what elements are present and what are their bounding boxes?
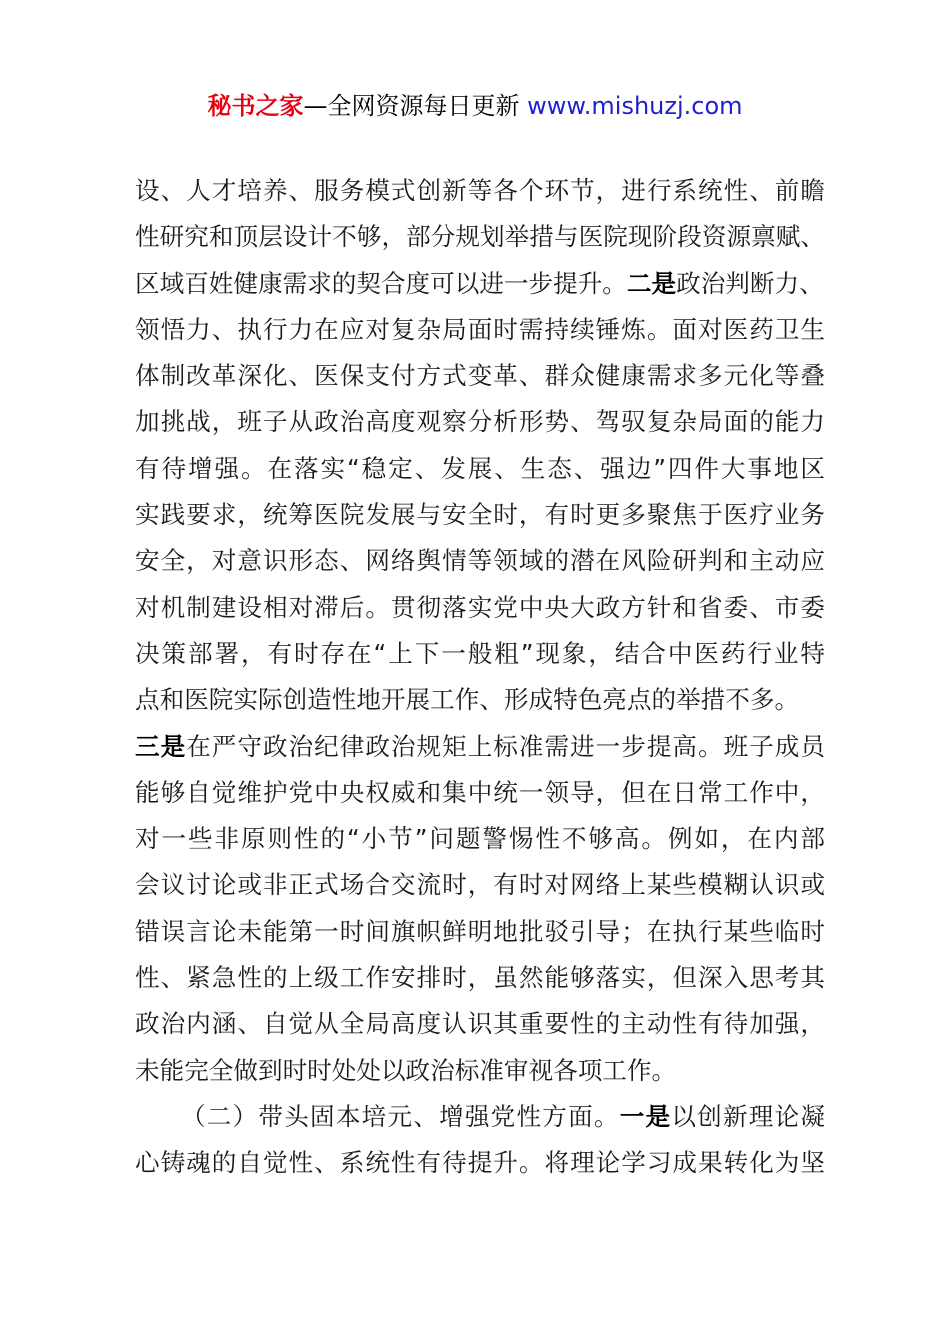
text-line	[135, 492, 825, 538]
text-line	[135, 399, 825, 445]
bold-keyword: 一是	[619, 1101, 672, 1131]
text-line	[135, 1140, 825, 1186]
text-run: 会议讨论或非正式场合交流时，有时对网络上某些模糊认识或	[135, 870, 825, 900]
text-run: 加挑战，班子从政治高度观察分析形势、驾驭复杂局面的能力	[135, 407, 825, 437]
page-header	[0, 86, 950, 126]
text-line	[135, 724, 825, 770]
text-line	[135, 446, 825, 492]
text-run: 政治判断力、	[676, 268, 824, 298]
text-run: 错误言论未能第一时间旗帜鲜明地批驳引导；在执行某些临时	[135, 916, 825, 946]
text-line	[135, 1094, 825, 1140]
text-run: 体制改革深化、医保支付方式变革、群众健康需求多元化等叠	[135, 361, 825, 391]
header-slogan: —全网资源每日更新	[303, 92, 520, 120]
text-line	[135, 816, 825, 862]
document-body	[135, 168, 825, 1187]
text-run: 有待增强。在落实“稳定、发展、生态、强边”四件大事地区	[135, 453, 825, 483]
bold-keyword: 三是	[135, 731, 187, 761]
text-run: 点和医院实际创造性地开展工作、形成特色亮点的举措不多。	[135, 685, 800, 715]
text-line	[135, 909, 825, 955]
text-line	[135, 677, 825, 723]
text-run: 设、人才培养、服务模式创新等各个环节，进行系统性、前瞻	[135, 176, 825, 205]
text-line	[135, 1001, 825, 1047]
text-run: 区域百姓健康需求的契合度可以进一步提升。	[135, 268, 627, 298]
text-line	[135, 214, 825, 260]
text-run: 性研究和顶层设计不够，部分规划举措与医院现阶段资源禀赋、	[135, 222, 825, 252]
text-line	[135, 353, 825, 399]
text-line	[135, 862, 825, 908]
text-run: 政治内涵、自觉从全局高度认识其重要性的主动性有待加强，	[135, 1009, 825, 1039]
text-line	[135, 168, 825, 214]
header-url-link[interactable]: www.mishuzj.com	[519, 92, 743, 120]
text-run: 心铸魂的自觉性、系统性有待提升。将理论学习成果转化为坚	[135, 1148, 825, 1178]
text-line	[135, 307, 825, 353]
text-run: 决策部署，有时存在“上下一般粗”现象，结合中医药行业特	[135, 638, 825, 668]
text-line	[135, 538, 825, 584]
text-line	[135, 955, 825, 1001]
text-run: 领悟力、执行力在应对复杂局面时需持续锤炼。面对医药卫生	[135, 314, 825, 344]
text-run: 对一些非原则性的“小节”问题警惕性不够高。例如，在内部	[135, 824, 825, 854]
header-brand: 秘书之家	[207, 92, 304, 120]
text-run: 实践要求，统筹医院发展与安全时，有时更多聚焦于医疗业务	[135, 500, 825, 530]
text-run: 在严守政治纪律政治规矩上标准需进一步提高。班子成员	[186, 731, 825, 761]
text-run: 性、紧急性的上级工作安排时，虽然能够落实，但深入思考其	[135, 963, 825, 993]
text-line	[135, 261, 825, 307]
text-run: （二）带头固本培元、增强党性方面。	[181, 1101, 620, 1131]
text-line	[135, 770, 825, 816]
text-run: 对机制建设相对滞后。贯彻落实党中央大政方针和省委、市委	[135, 592, 825, 622]
text-line	[135, 631, 825, 677]
text-run: 能够自觉维护党中央权威和集中统一领导，但在日常工作中，	[135, 777, 825, 807]
text-run: 以创新理论凝	[671, 1101, 825, 1131]
text-run: 安全，对意识形态、网络舆情等领域的潜在风险研判和主动应	[135, 546, 825, 576]
text-run: 未能完全做到时时处处以政治标准审视各项工作。	[135, 1055, 677, 1085]
text-line	[135, 585, 825, 631]
bold-keyword: 二是	[626, 268, 677, 298]
text-line	[135, 1048, 825, 1094]
